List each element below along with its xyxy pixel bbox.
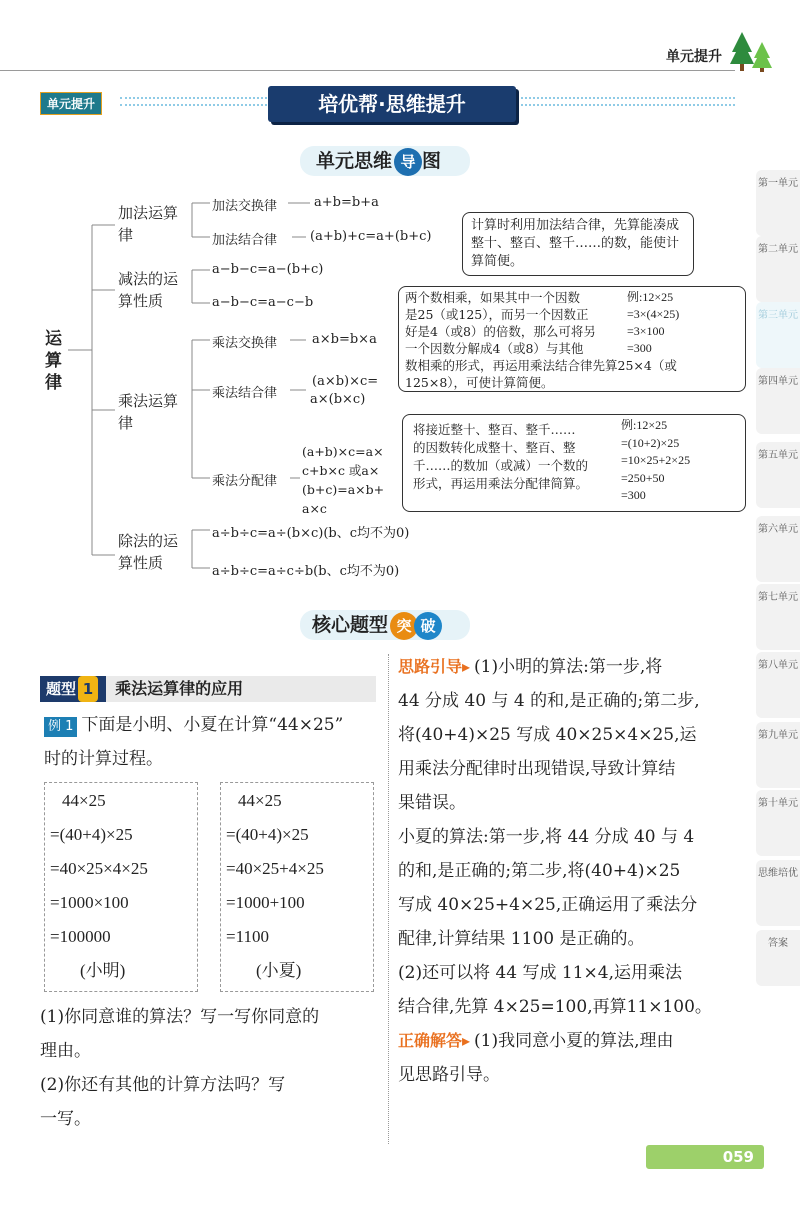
rule-name: 乘法交换律: [212, 336, 278, 351]
answer-label: 正确解答: [398, 1031, 463, 1050]
rule-formula: a×(b×c): [310, 392, 366, 407]
rule-name: 加法结合律: [212, 233, 278, 248]
side-tab-unit-1[interactable]: 第一单元: [756, 170, 800, 236]
rule-formula: a÷b÷c=a÷(b×c)(b、c均不为0): [212, 526, 410, 541]
solution: 思路引导▸ (1)小明的算法:第一步,将 44 分成 40 与 4 的和,是正确的;第二步, 将(40+4)×25 写成 40×25×4×25,运 用乘法分配律时出现错误,导致计算结 果错误。 小夏的算法:第一步,将 44 分成 40 与 4 的和,是正确的;第二步,将(40+4)×25 写成 40×25+4×25,正确运用了乘法分 配律,计算结果 1100 是正确的。 (2)还可以将 44 写成 11×4,运用乘法 结合律,先算 4×25=100,再算11×100。 正确解答▸ (1)我同意小夏的算法,理由 见思路引导。: [398, 657, 712, 1085]
rule-formula: (a×b)×c=: [312, 374, 379, 389]
unit-badge: 单元提升: [40, 92, 102, 115]
side-tab-unit-5[interactable]: 第五单元: [756, 442, 800, 508]
xiaoming-calc: 44×25 =(40+4)×25 =40×25×4×25 =1000×100 =100000 (小明): [50, 791, 148, 980]
problem-type-header: 题型 1 乘法运算律的应用: [40, 676, 243, 702]
rule-formula: (a+b)+c=a+(b+c): [310, 229, 432, 244]
rule-formula: a×b=b×a: [312, 332, 377, 347]
side-tab-unit-8[interactable]: 第八单元: [756, 652, 800, 718]
rule-name: 乘法结合律: [212, 386, 278, 401]
side-tab-unit-4[interactable]: 第四单元: [756, 368, 800, 434]
note-box-addition: 计算时利用加法结合律，先算能凑成整十、整百、整千……的数，能使计算简便。: [462, 212, 694, 276]
core-title: 核心题型 突 破: [312, 610, 442, 640]
category-division: 除法的运算性质: [118, 532, 179, 572]
note-text: 数相乘的形式，再运用乘法结合律先算25×4（或 125×8），可使计算简便。: [405, 358, 677, 390]
note-box-mul-assoc: [398, 286, 746, 392]
hint-label: 思路引导: [398, 657, 463, 676]
xiaoxia-calc: 44×25 =(40+4)×25 =40×25+4×25 =1000+100 =1100 (小夏): [226, 791, 324, 980]
rule-formula: a−b−c=a−(b+c): [212, 262, 324, 277]
side-tab-unit-9[interactable]: 第九单元: [756, 722, 800, 788]
rule-name: 加法交换律: [212, 199, 278, 214]
note-example: 例:12×25 =(10+2)×25 =10×25+2×25 =250+50 =300: [621, 418, 691, 502]
side-tab-unit-2[interactable]: 第二单元: [756, 236, 800, 302]
rule-formula: a−b−c=a−c−b: [212, 295, 314, 310]
rule-formula: a÷b÷c=a÷c÷b(b、c均不为0): [212, 564, 400, 579]
note-text: 两个数相乘，如果其中一个因数 是25（或125），而另一个因数正 好是4（或8）的倍数，那么可将另 一个因数分解成4（或8）与其他: [405, 290, 596, 356]
section-banner: 培优帮·思维提升: [268, 86, 516, 122]
side-tab-answers[interactable]: 答案: [756, 930, 800, 986]
example-tag: 例 1: [44, 717, 77, 737]
rule-name: 乘法分配律: [212, 474, 278, 489]
mindmap-title: 单元思维 导 图: [316, 146, 441, 176]
type-title: 乘法运算律的应用: [115, 679, 244, 698]
column-divider: [388, 654, 389, 1144]
title-circle: 导: [394, 148, 422, 176]
note-box-mul-dist: [402, 414, 746, 512]
mindmap-root: 运算律: [45, 329, 62, 393]
questions: (1)你同意谁的算法？写一写你同意的 理由。 (2)你还有其他的计算方法吗？写 一写。: [40, 1007, 320, 1129]
side-tab-unit-3[interactable]: 第三单元: [756, 302, 800, 368]
side-tab-unit-7[interactable]: 第七单元: [756, 584, 800, 650]
side-tab-unit-6[interactable]: 第六单元: [756, 516, 800, 582]
rule-formula: (a+b)×c=a× c+b×c 或a× (b+c)=a×b+ a×c: [302, 444, 385, 516]
side-tab-unit-10[interactable]: 第十单元: [756, 790, 800, 856]
example-stem: 例 1 下面是小明、小夏在计算“44×25” 时的计算过程。: [44, 715, 344, 769]
category-subtraction: 减法的运算性质: [118, 270, 179, 310]
category-addition: 加法运算律: [118, 204, 179, 244]
running-header: 单元提升: [666, 49, 722, 65]
page-number: 059: [646, 1145, 764, 1169]
rule-formula: a+b=b+a: [314, 195, 379, 210]
note-text: 将接近整十、整百、整千…… 的因数转化成整十、整百、整 千……的数加（或减）一个数的 形式，再运用乘法分配律简算。: [413, 422, 589, 491]
note-example: 例:12×25 =3×(4×25) =3×100 =300: [627, 290, 680, 355]
title-circle: 突: [390, 612, 418, 640]
category-multiplication: 乘法运算律: [118, 392, 179, 432]
side-tab-thinking[interactable]: 思维培优: [756, 860, 800, 926]
title-circle: 破: [414, 612, 442, 640]
